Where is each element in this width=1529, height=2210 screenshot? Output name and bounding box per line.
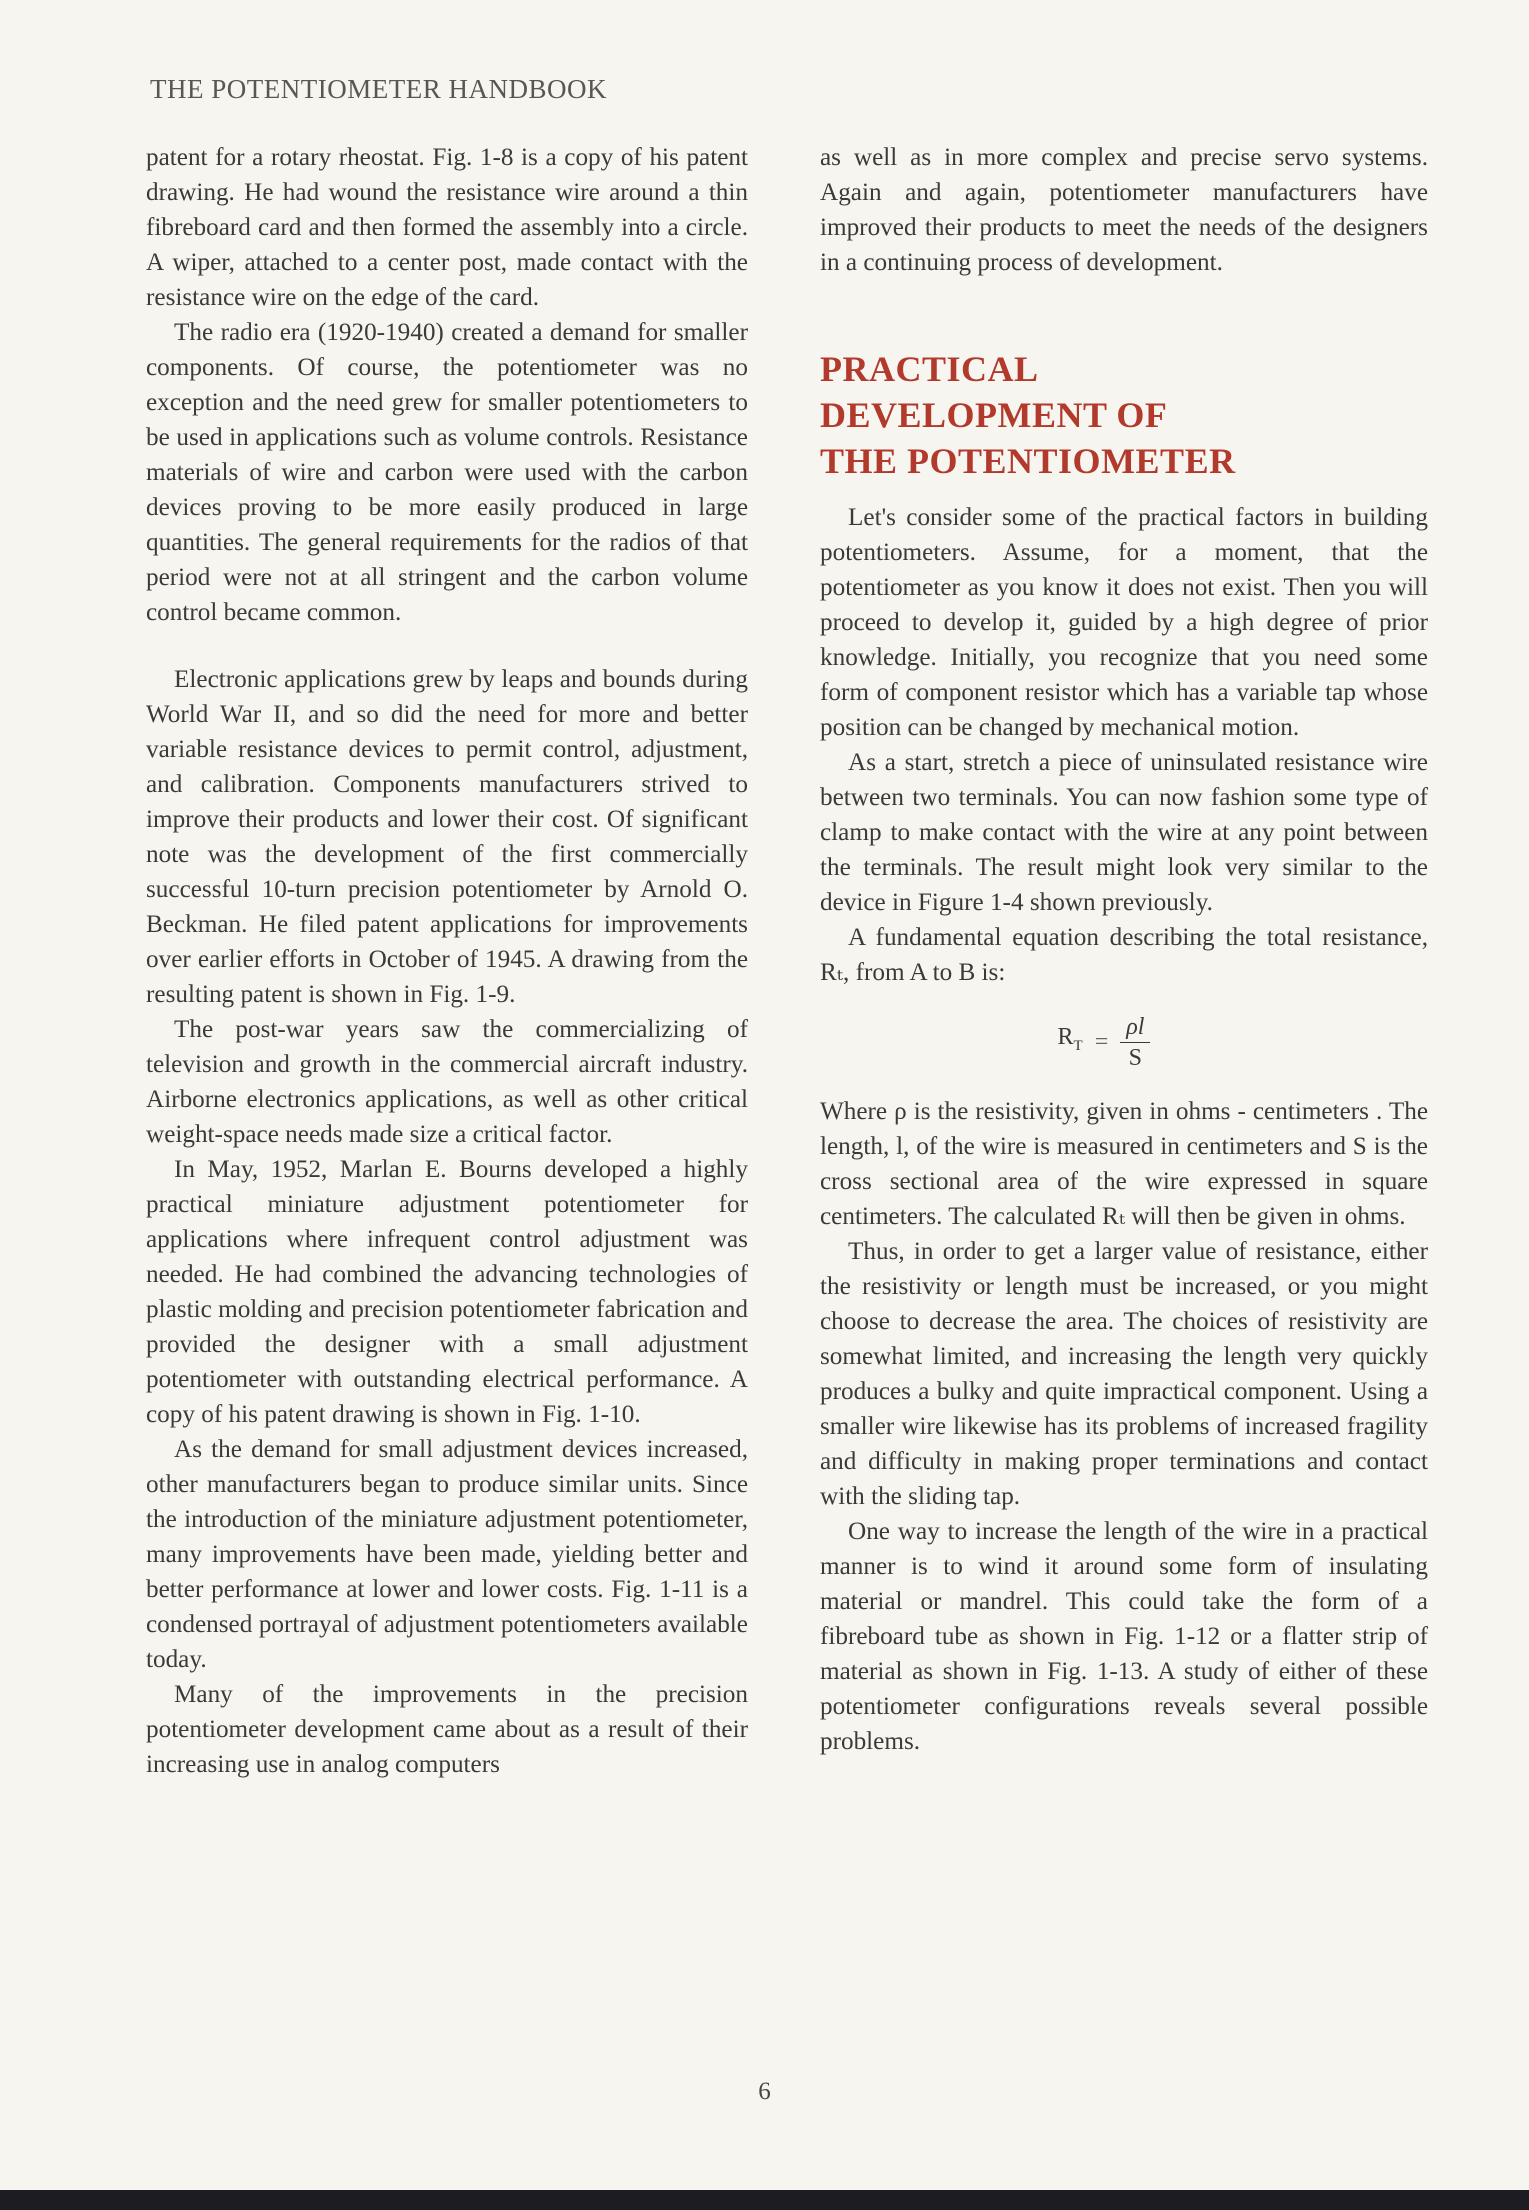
paragraph: The radio era (1920-1940) created a demand for smaller components. Of course, the potentiometer was no exception and the need grew for smaller potentiometers to be used in applications such as volume controls. Resistance materials of wire and carbon were used with the carbon devices proving to be more easily produced in large quantities. The general requirements for the radios of that period were not at all stringent and the carbon volume control became common. [146,319,748,626]
paragraph: Thus, in order to get a larger value of resistance, either the resistivity or length must be increased, or you might choose to decrease the area. The choices of resistivity are somewhat limited, and increasing the length very quickly produces a bulky and quite impractical component. Using a smaller wire likewise has its problems of increased fragility and difficulty in making proper terminations and contact with the sliding tap. [820,1238,1428,1510]
section-title [820,346,1428,484]
formula-equals: = [1094,1028,1109,1055]
formula-lhs-subscript: T [1073,1038,1083,1054]
paragraph: as well as in more complex and precise servo systems. Again and again, potentiometer manufacturers have improved their products to meet the needs of the designers in a continuing process of development. [820,144,1428,276]
paragraph: The post-war years saw the commercializing of television and growth in the commercial aircraft industry. Airborne electronics applications, as well as other critical weight-space needs made size a critical factor. [146,1016,748,1148]
formula-lhs: $R_T$ [1057,1024,1083,1054]
running-head: THE POTENTIOMETER HANDBOOK [150,74,607,104]
scan-edge-bar [0,2190,1529,2210]
paragraph: Many of the improvements in the precision potentiometer development came about as a result of their increasing use in analog computers [146,1681,748,1778]
paragraph: As the demand for small adjustment devices increased, other manufacturers began to produce similar units. Since the introduction of the miniature adjustment potentiometer, many improvements have been made, yielding better and better performance at lower and lower costs. Fig. 1-11 is a condensed portrayal of adjustment potentiometers available today. [146,1436,748,1673]
paragraph: Let's consider some of the practical factors in building potentiometers. Assume, for a moment, that the potentiometer as you know it does not exist. Then you will proceed to develop it, guided by a high degree of prior knowledge. Initially, you recognize that you need some form of component resistor which has a variable tap whose position can be changed by mechanical motion. [820,504,1428,741]
paragraph: patent for a rotary rheostat. Fig. 1-8 is a copy of his patent drawing. He had wound the resistance wire around a thin fibreboard card and then formed the assembly into a circle. A wiper, attached to a center post, made contact with the resistance wire on the edge of the card. [146,144,748,311]
page-number: 6 [758,2078,771,2105]
paragraph: Where ρ is the resistivity, given in ohms - centimeters . The length, l, of the wire is measured in centimeters and S is the cross sectional area of the wire expressed in square centimeters. The calculated Rₜ will then be given in ohms. [820,1098,1428,1230]
right-column [820,140,1428,1759]
paragraph: As a start, stretch a piece of uninsulated resistance wire between two terminals. You can now fashion some type of clamp to make contact with the wire at any point between the terminals. The result might look very similar to the device in Figure 1-4 shown previously. [820,749,1428,916]
section-title-line: THE POTENTIOMETER [820,441,1236,481]
formula-denominator: S [1128,1044,1143,1071]
paragraph: One way to increase the length of the wire in a practical manner is to wind it around some form of insulating material or mandrel. This could take the form of a fibreboard tube as shown in Fig. 1-12 or a flatter strip of material as shown in Fig. 1-13. A study of either of these potentiometer configurations reveals several possible problems. [820,1518,1428,1755]
paragraph: A fundamental equation describing the total resistance, Rₜ, from A to B is: [820,924,1428,986]
paragraph: Electronic applications grew by leaps and bounds during World War II, and so did the need for more and better variable resistance devices to permit control, adjustment, and calibration. Components manufacturers strived to improve their products and lower their cost. Of significant note was the development of the first commercially successful 10-turn precision potentiometer by Arnold O. Beckman. He filed patent applications for improvements over earlier efforts in October of 1945. A drawing from the resulting patent is shown in Fig. 1-9. [146,666,748,1008]
paragraph: In May, 1952, Marlan E. Bourns developed a highly practical miniature adjustment potentiometer for applications where infrequent control adjustment was needed. He had combined the advancing technologies of plastic molding and precision potentiometer fabrication and provided the designer with a small adjustment potentiometer with outstanding electrical performance. A copy of his patent drawing is shown in Fig. 1-10. [146,1156,748,1428]
resistance-formula [820,990,1388,1094]
section-title-line: PRACTICAL [820,349,1039,389]
formula-numerator: ρl [1120,1012,1150,1043]
formula-fraction [1120,1012,1150,1073]
section-title-line: DEVELOPMENT OF [820,395,1168,435]
left-column [146,140,748,1782]
